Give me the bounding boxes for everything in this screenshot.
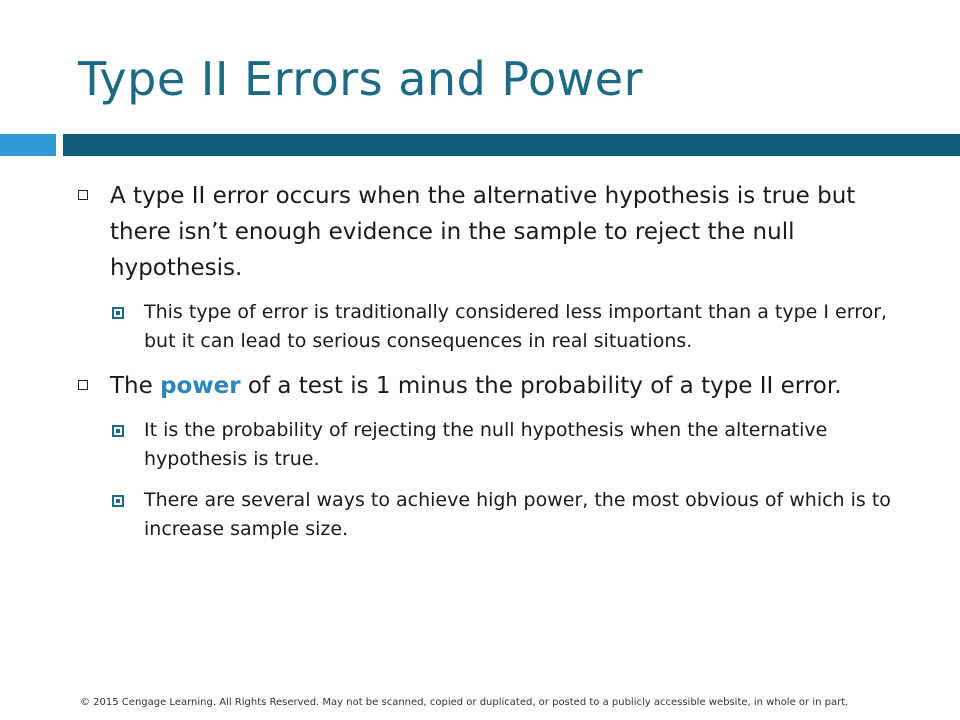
bullet-2-text-after: of a test is 1 minus the probability of a type II error. [240,373,842,399]
square-outline-icon [78,380,88,390]
bullet-1-sub-1 [110,298,896,356]
square-outline-icon [78,190,88,200]
slide-title: Type II Errors and Power [78,52,643,106]
power-highlight: power [160,373,241,399]
square-dot-icon [112,307,124,319]
bullet-1-sub-1-text: This type of error is traditionally considered less important than a type I error, but it can lead to serious consequences in real situations. [144,301,888,352]
square-dot-icon [112,425,124,437]
bullet-1 [76,178,896,286]
bullet-1-text: A type II error occurs when the alternative hypothesis is true but there isn’t enough evidence in the sample to reject the null hypothesis. [110,183,856,281]
bullet-2-sub-2 [110,486,896,544]
accent-bar-left [0,134,56,156]
bullet-2-sub-1-text: It is the probability of rejecting the null hypothesis when the alternative hypothesis is true. [144,419,828,470]
slide-content [76,178,896,556]
accent-bar-main [63,134,960,156]
bullet-2-text-before: The [110,373,161,399]
bullet-2-sub-2-text: There are several ways to achieve high power, the most obvious of which is to increase sample size. [144,489,891,540]
copyright-footer: © 2015 Cengage Learning. All Rights Reserved. May not be scanned, copied or duplicated, or posted to a publicly accessible website, in whole or in part. [80,697,849,708]
bullet-2-sub-1 [110,416,896,474]
bullet-2 [76,368,896,404]
square-dot-icon [112,495,124,507]
